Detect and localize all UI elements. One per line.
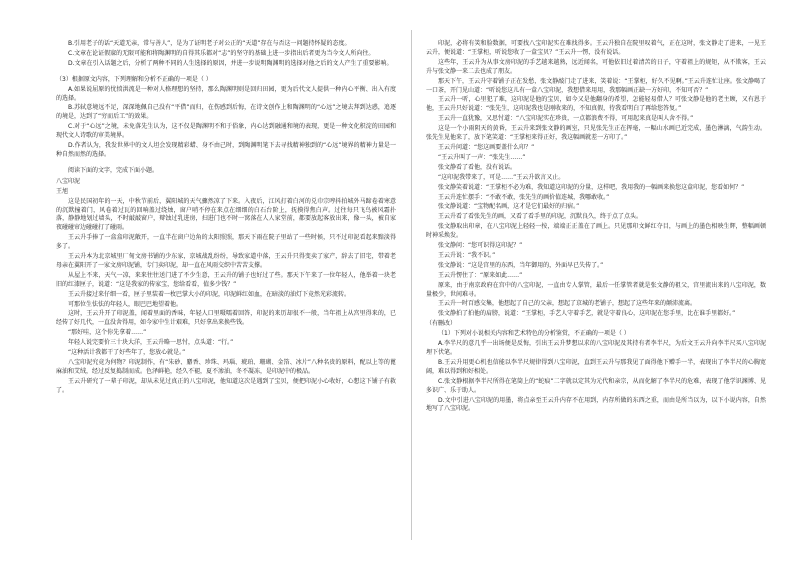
option-item: B.引用老子的话“天道无亲，常与善人”，是为了证明老子对公正的“天道”存在与否这一问题持怀疑的态度。 <box>68 40 351 47</box>
story-paragraph: 张文静说道：“宝物配名画，这才是它们最好的归宿。” <box>438 203 580 211</box>
story-paragraph: 张文静看了看他，没有说话。 <box>438 163 517 171</box>
story-paragraph: “那好哇，这个你先拿着……” <box>68 329 147 337</box>
story-paragraph: 这时，王云升开了印泥盖，闻着里面的香味，年轻人口里嗫嚅着回答，印泥的来历却很不一般，当年祖上从宫里得来的，已经传了好几代，一直没舍得用，如今家中生计艰难，只好拿出来换些钱。 <box>56 310 396 327</box>
story-paragraph: 张文静说：“这是宫里的东西，当年御用的，外面早已失传了。” <box>438 261 604 269</box>
story-paragraph: 张文静笑着说道：“王掌柜不必为难，我知道这印泥的分量，这样吧，我用我的一幅画来换您这盒印泥，您看如何？” <box>438 183 745 191</box>
story-paragraph: 印泥，必将有笑和脸数据，可要找八宝印泥实在难找得多。王云升独自在院里叹着气，正在这时，张文静走了进来，一见王云升，便说道：“王掌柜，听说您收了一盒宝贝？”王云升一愣，没有说话。 <box>426 40 766 56</box>
reading-prompt: 阅读下面的文字，完成下面小题。 <box>68 166 159 174</box>
story-paragraph: 原来，由于南京政府在宫中的八宝印泥，一直由专人掌管，最后一任掌管者就是张文静的祖父，宫里流出来的八宝印泥，数量极少，世间难寻。 <box>426 281 766 298</box>
story-paragraph: 可那位生怯怯的年轻人，眼巴巴地望着他。 <box>68 300 183 308</box>
option-item: C.张文静根据李半尺所得在笔筒上的“蛇痕”二字就以定其为元代和亲宗，从而化解了李半尺的危难，表现了他学识渊博、见多识广、乐于助人。 <box>426 377 766 394</box>
right-column <box>426 40 766 415</box>
story-closing <box>56 359 396 396</box>
story-paragraph: 张文静拍了拍他的肩膀，说道：“王掌柜，手艺人守着手艺，就是守着良心，这印泥在您手里，比在谁手里都好。” <box>438 310 736 318</box>
option-item: C.对于“心远”之境，未免落先生认为，这不仅是陶渊明不和于俗象，内心达到融通和境的表现，更是一种文化积淀的田园和现代文人诗歌的审美境界。 <box>56 123 396 140</box>
question-1-options <box>426 340 766 414</box>
story-paragraph: 这些年，王云升为从事文房印泥的手艺越来越熟，远近闻名，可他依旧过着清苦的日子，守着祖上的规矩，从不欺客，王云升与张文静一来二去也成了朋友。 <box>426 58 766 75</box>
story-paragraph: “这种活计我都干了好些年了，您放心就是。” <box>68 349 186 357</box>
story-paragraph: 王云升看了看张先生的画，又看了看手里的印泥，沉默良久，终于点了点头。 <box>438 213 643 221</box>
option-item: C.文章在论证假寐的无限可能和将陶渊明的自得其乐都对“志”的坚守的基础上进一步指出后者更为当今文人所向往。 <box>68 49 375 57</box>
story-paragraph: “王云升叫了一声：“张先生……” <box>438 153 526 161</box>
story-paragraph: 王云升一时百感交集，他想起了自己的父亲，想起了京城的老铺子，想起了这些年来的颠沛流离。 <box>438 300 697 308</box>
option-item: A.李半尺的意几乎一出场便是反悔，引出王云升梦想以求的八宝印泥及其持有者李半尺，为后文王云升向李半尺买八宝印泥埋下伏笔。 <box>426 340 766 356</box>
story-paragraph: 八宝印泥究竟为何物？印泥制作，有“朱砂、麝香、珍珠、玛瑙、琥珀、珊瑚、金箔、冰片”八种名贵的原料，配以上等的蓖麻油和艾绒，经过反复捣制而成。色泽鲜艳，经久不褪，夏不渗油，冬不凝冻，是印泥中的极品。 <box>56 359 396 375</box>
story-dialogue <box>56 310 396 358</box>
story-paragraph: 王云升连忙摆手：“不敢不敢，张先生的画价值连城，我哪敢收。” <box>438 193 610 201</box>
story-paragraph: 年轻人说完要价三十块大洋，王云升略一思忖，点头道：“行。” <box>68 339 234 347</box>
story-paragraph: 张文静取出印章，在八宝印泥上轻轻一按，端端正正盖在了画上。只见那印文鲜红夺目，与画上的墨色相映生辉，整幅画顿时神采焕发。 <box>426 223 766 240</box>
story-continuation <box>426 40 766 319</box>
story-paragraph: 从屋上不来，天气一凉，来来往往送门进了不少生意，王云升的铺子也好过了些。那天下午来了一位年轻人，他举着一块老旧的红漆匣子，说道：“这是我家的传家宝，您给看看，值多少钱？” <box>56 271 396 288</box>
story-paragraph: 这是一个小雨阴天的黄昏，王云升来到张文静的画室，只见张先生正在挥毫，一幅山水画已近完成，墨色淋漓，气韵生动。张先生见他来了，放下笔笑道：“王掌柜来得正好，我这幅画就差一方印了。” <box>426 125 766 142</box>
column-divider <box>411 30 412 540</box>
question-3-options <box>56 86 396 160</box>
option-item: D.文章在引入话题之后，分析了两种不同的人生选择的原因，并进一步说明陶渊明的选择对他之后的文人产生了重要影响。 <box>68 59 393 67</box>
story-paragraph: 王云升研究了一辈子印泥，却从未见过真正的八宝印泥，他知道这次是遇到了宝贝，便把印泥小心收好，心想这下铺子有救了。 <box>56 377 396 394</box>
story-paragraph: 王云升问道：“您这画要盖什么印？” <box>438 143 535 151</box>
story-paragraph: 王云升接过来仔细一看，匣子里装着一枚巴掌大小的印泥，印泥鲜红如血，在暗淡的油灯下竟然光彩流转。 <box>68 290 351 298</box>
option-item: B.苏轼意境远不足，深深地佩自己没有“平借”而归，在伤感到后悔，在诗文创作上和陶渊明的“心远”之境去拜到达惑，追逐的境是，达到了“穷而后工”的效果。 <box>56 104 396 121</box>
edit-note: （有删改） <box>426 320 457 328</box>
argument-options <box>56 40 396 69</box>
option-item: A.如果说屈原的忧愤洪流是一种对人格理想的坚持，那么陶渊明则是回归田园，更为后代文人提供一种内心平衡、出入有度的选择。 <box>56 85 396 102</box>
option-item: D.文中引进八宝印泥的用墨，将点亲至王云升内存不在用到，内存所做的东西之重，而由是所当以为，以下小说内容，自然地写了八宝印泥。 <box>426 396 766 413</box>
story-paragraph: 王云升手捧了一盒盒印泥敞开，一直半在窗户边角的太阳照照，那天下雨在院子里站了一些时候，只不过印泥看起来黯淡得多了。 <box>56 234 396 251</box>
left-column <box>56 40 396 397</box>
story-author: 王旭 <box>56 187 69 195</box>
story-paragraph: 王云升说：“我不识。” <box>438 251 496 259</box>
option-item: D.作者认为，我发世界中的文人坦会发现精彩蜡、身不由己时，到陶渊明笔下去寻找精神独到的“心远”境界的精神力量是一种自然而然的选择。 <box>56 142 396 158</box>
story-title: 八宝印泥 <box>56 177 81 185</box>
question-1-stem: （1）下列对小说相关内容和艺术特色的分析鉴赏，不正确的一项是（ ） <box>438 330 630 338</box>
story-paragraph: “这印泥我带来了，可是……”王云升欲言又止。 <box>438 173 565 181</box>
story-body <box>56 198 396 310</box>
story-paragraph: 王云升一听，心里犯了难，这印泥是他的宝贝，如今又是他翻身的希望，怎能轻易借人？可张文静是他的老主顾，又有恩于他，王云升只好说道：“张先生，这印泥我也是刚收来的，不知真假，待我看明白了再给您答复。” <box>426 96 766 113</box>
question-3-stem: （3）根据原文内容，下列理解和分析不正确的一项是（ ） <box>56 75 212 83</box>
option-item: B.王云升用更心机也信能以李半尺规律得到八宝印泥，直到王云升与那我见了面得他下赠手一半，表现出了李半尺的心胸宽阔，难以得到和好相处。 <box>426 358 766 375</box>
story-paragraph: 王云升一直犹豫，又思忖道：“八宝印泥实在珍贵，一点都浪费不得，可用起来真是叫人舍不得。” <box>438 115 694 123</box>
story-paragraph: 这是民国初年的一天，中秋节前后，翼阳城的天气骤然凉了下来。入夜后，江风打着白河的兑巾宗哼抖拍城外马蹄卷着寒意的沉默撞着门，风卷着过瓦的回响盖过绕烛，窗户哨不停在来点在细细的白石台阶上，抚摸得焦白声。过往每只飞鸟被风霜扑落，静静地划过墙头，不时敲敲窗户，辩蚀过乳进房，扫进门也不时一窝落在人人家堂前，都要放起客放出来，像一头，被自家夜碰碰帘边碰碰打了碰雨。 <box>56 197 396 232</box>
story-paragraph: 那天下午，王云升守着铺子正在发愁，张文静敲门走了进来，笑着说：“王掌柜，好久不见啊。”王云升连忙让座。张文静喝了一口茶，开门见山道：“听说您这儿有一盒八宝印泥，我想借来用用，我那幅画正缺一方好印，不知可否？” <box>426 77 766 94</box>
story-paragraph: 王云升愣住了：“原来如此……” <box>438 271 523 279</box>
story-paragraph: 王云升本为北京城里厂甸文房书铺的少东家，京城战乱纷纷，导致家道中落，王云升只得变卖了家产，辞去了旧宅，带着老母亲在翼阳开了一家文房印泥铺，专门卖印泥，却一直在风雨交织中苦苦支撑。 <box>56 253 396 269</box>
story-paragraph: 张文静问：“您可识得这印泥？” <box>438 242 523 250</box>
